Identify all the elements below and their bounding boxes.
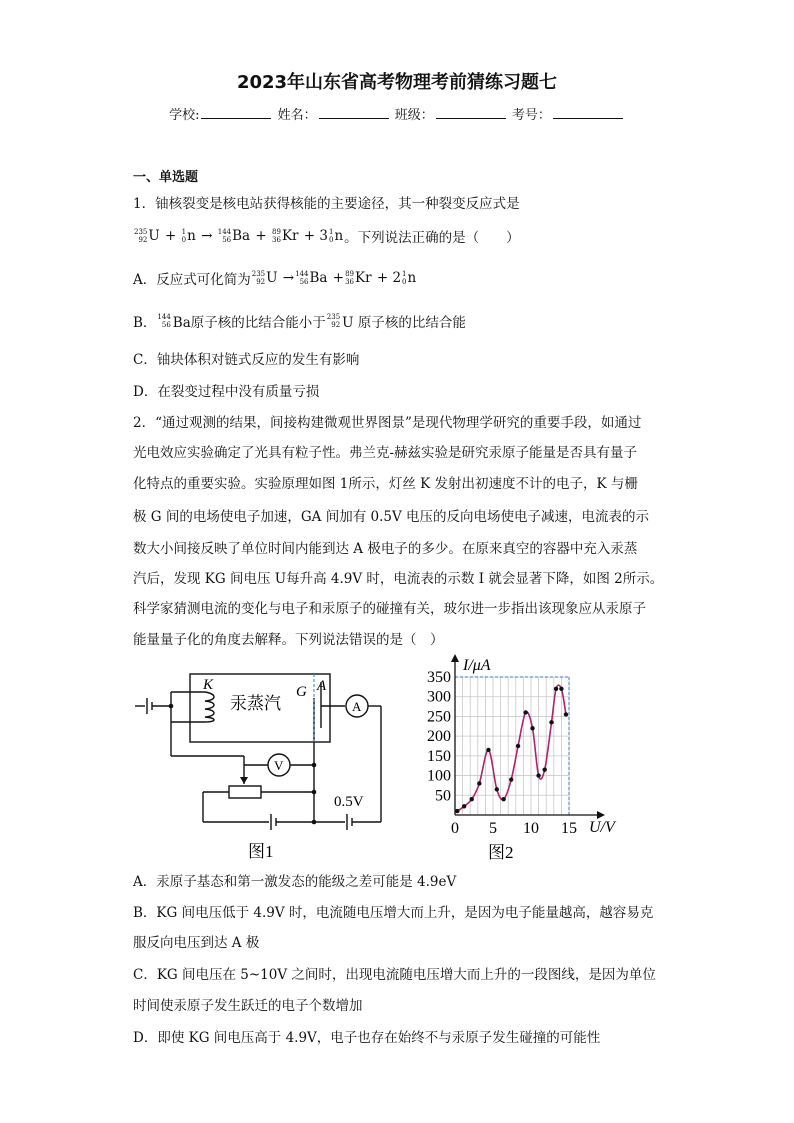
q1-option-b-text-1: Ba原子核的比结合能小于 (172, 315, 326, 331)
data-point (495, 787, 499, 791)
q1-option-d[interactable]: D．在裂变过程中没有质量亏损 (133, 384, 320, 400)
q2-line-6: 汽后，发现 KG 间电压 U每升高 4.9V 时，电流表的示数 I 就会显著下降，如图 2所示。 (133, 571, 664, 587)
y-tick-label: 300 (427, 688, 451, 706)
data-point (486, 748, 490, 752)
x-tick-label: 5 (489, 820, 497, 837)
q1-option-b[interactable]: B． 144 56 Ba原子核的比结合能小于 235 92 U 原子核的比结合能 (133, 313, 466, 331)
data-point (542, 767, 546, 771)
q2-option-b-line-1[interactable]: B．KG 间电压低于 4.9V 时，电流随电压增大而上升，是因为电子能量越高，越容易克 (133, 905, 654, 921)
y-axis-label: I/μA (463, 657, 491, 674)
y-tick-label: 250 (427, 708, 451, 726)
figure2-chart (413, 650, 643, 865)
x-axis-label: U/V (589, 819, 615, 836)
name-label: 姓名： (277, 108, 317, 123)
data-point (516, 744, 520, 748)
q2-option-c-line-2: 时间使汞原子发生跃迁的电子个数增加 (133, 998, 363, 1014)
x-tick-label: 0 (451, 820, 459, 837)
data-point (501, 797, 505, 801)
ammeter-label: A (352, 699, 362, 714)
y-tick-label: 100 (427, 767, 451, 785)
exam-no-blank (553, 106, 623, 119)
data-point (455, 809, 459, 813)
label-k: K (203, 677, 214, 693)
q2-option-c-line-1[interactable]: C．KG 间电压在 5~10V 之间时，出现电流随电压增大而上升的一段图线，是因为单位 (133, 967, 656, 983)
data-point (530, 726, 534, 730)
x-tick-label: 10 (523, 820, 539, 837)
school-blank (201, 106, 271, 119)
q1-equation-suffix: 。下列说法正确的是（ ） (344, 230, 520, 246)
q2-line-3: 化特点的重要实验。实验原理如图 1所示，灯丝 K 发射出初速度不计的电子，K 与栅 (133, 476, 638, 492)
y-tick-label: 350 (427, 669, 451, 686)
y-tick-label: 200 (427, 728, 451, 746)
data-point (559, 687, 563, 691)
y-tick-label: 50 (435, 787, 451, 805)
data-point (564, 712, 568, 716)
figure2-caption: 图2 (488, 843, 514, 862)
q2-line-1: 2．“通过观测的结果，间接构建微观世界图景”是现代物理学研究的重要手段，如通过 (133, 415, 642, 431)
q1-option-a-text: A．反应式可化简为 (133, 272, 251, 288)
data-point (477, 781, 481, 785)
data-point (536, 773, 540, 777)
y-axis-arrow (451, 654, 459, 662)
data-point (523, 710, 527, 714)
label-a: A (317, 678, 327, 694)
data-point (462, 804, 466, 808)
q2-option-b-line-2: 服反向电压到达 A 极 (133, 935, 260, 951)
x-tick-label: 15 (561, 820, 577, 837)
data-point (549, 720, 553, 724)
page-title: 2023年山东省高考物理考前猜练习题七 (236, 72, 558, 93)
q1-stem: 1．铀核裂变是核电站获得核能的主要途径，其一种裂变反应式是 (133, 196, 520, 212)
voltage-label: 0.5V (334, 794, 364, 810)
vapor-label: 汞蒸汽 (230, 694, 281, 713)
q1-option-b-letter: B． (133, 315, 157, 331)
q2-line-8: 能量量子化的角度去解释。下列说法错误的是（ ） (133, 632, 444, 648)
class-blank (436, 106, 506, 119)
rheostat (229, 786, 261, 798)
q1-option-c[interactable]: C．铀块体积对链式反应的发生有影响 (133, 352, 360, 368)
q2-line-7: 科学家猜测电流的变化与电子和汞原子的碰撞有关，玻尔进一步指出该现象应从汞原子 (133, 601, 646, 617)
label-g: G (296, 684, 307, 700)
student-info-row (0, 104, 794, 123)
q2-line-2: 光电效应实验确定了光具有粒子性。弗兰克-赫兹实验是研究汞原子能量是否具有量子 (133, 445, 638, 461)
class-label: 班级： (394, 108, 434, 123)
data-point (470, 797, 474, 801)
series-curve (457, 685, 566, 811)
q1-option-a[interactable]: A．反应式可化简为 235 92 U → 144 56 Ba + 89 36 Kr + 2 1 0 n (133, 270, 417, 288)
x-axis-arrow (597, 811, 605, 819)
data-point (554, 687, 558, 691)
section-heading: 一、单选题 (133, 170, 199, 185)
q2-option-d[interactable]: D．即使 KG 间电压高于 4.9V，电子也存在始终不与汞原子发生碰撞的可能性 (133, 1030, 601, 1046)
q1-option-b-text-2: U 原子核的比结合能 (342, 315, 466, 331)
q2-line-4: 极 G 间的电场使电子加速，GA 间加有 0.5V 电压的反向电场使电子减速，电流表的示 (133, 509, 649, 525)
y-tick-label: 150 (427, 747, 451, 765)
data-point (509, 777, 513, 781)
q1-equation: 235 92 U + 1 0 n → 144 56 Ba + 89 36 Kr + 3 1 0 n 。下列说法正确的是（ ） (134, 228, 520, 246)
figure1-circuit (133, 664, 393, 864)
filament-coil (205, 692, 214, 722)
voltmeter-label: V (274, 758, 284, 773)
figure1-caption: 图1 (248, 842, 274, 861)
exam-no-label: 考号： (511, 108, 551, 123)
name-blank (319, 106, 389, 119)
school-label: 学校: (169, 108, 200, 123)
q2-option-a[interactable]: A．汞原子基态和第一激发态的能级之差可能是 4.9eV (133, 874, 457, 890)
q2-line-5: 数大小间接反映了单位时间内能到达 A 极电子的多少。在原来真空的容器中充入汞蒸 (133, 541, 638, 557)
